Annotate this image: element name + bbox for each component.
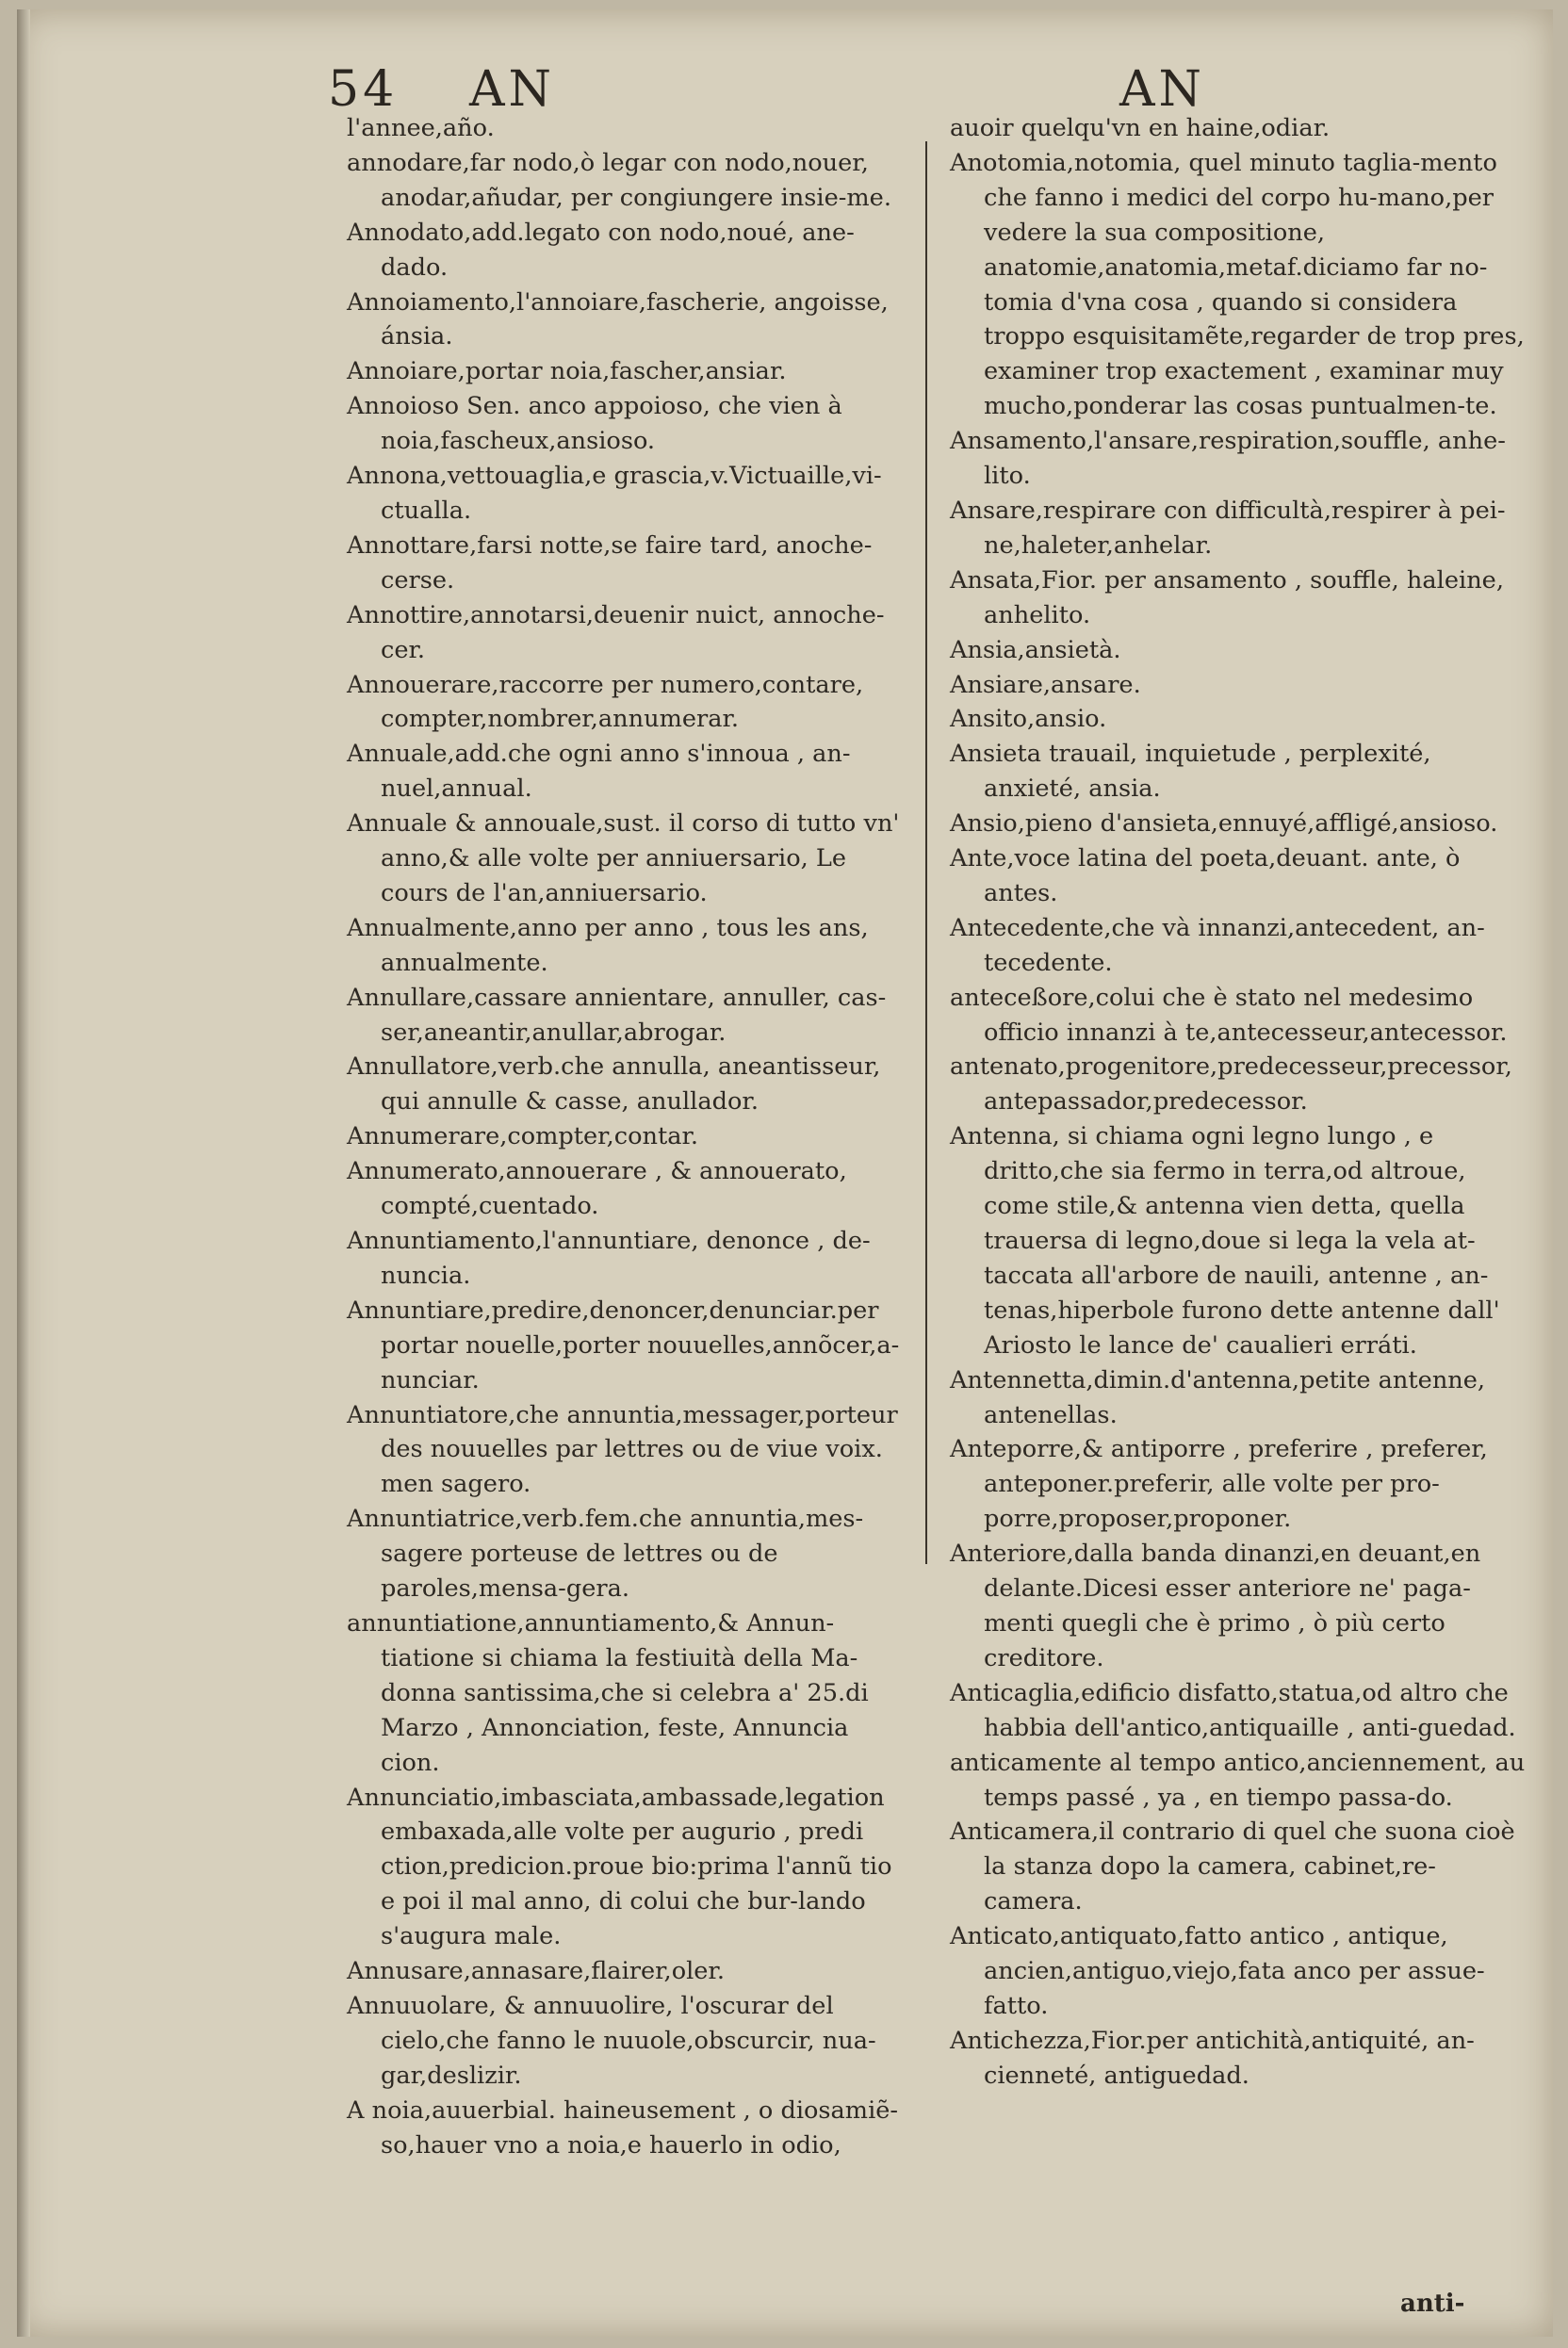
running-head-left: AN: [469, 61, 556, 118]
dictionary-entry: l'annee,año.: [347, 114, 495, 142]
dictionary-entry: Annodato,add.legato con nodo,noué, ane-dado.: [347, 218, 855, 282]
dictionary-entry: Annoiamento,l'annoiare,fascherie, angoisse, ánsia.: [347, 287, 889, 351]
dictionary-entry: Annottare,farsi notte,se faire tard, anoche-cerse.: [347, 530, 873, 595]
dictionary-entry: Annouerare,raccorre per numero,contare, compter,nombrer,annumerar.: [347, 670, 864, 734]
dictionary-entry: antenato,progenitore,predecesseur,precessor, antepassador,predecessor.: [950, 1052, 1512, 1117]
right-column: [950, 111, 1527, 2094]
dictionary-entry: Annuuolare, & annuuolire, l'oscurar del cielo,che fanno le nuuole,obscurcir, nua-gar,deslizir.: [347, 1991, 876, 2090]
dictionary-entry: Ante,voce latina del poeta,deuant. ante, ò antes.: [950, 844, 1461, 907]
dictionary-entry: Ansio,pieno d'ansieta,ennuyé,affligé,ansioso.: [950, 809, 1498, 839]
dictionary-entry: Antennetta,dimin.d'antenna,petite antenne, antenellas.: [950, 1365, 1486, 1429]
column-rule: [925, 141, 927, 1564]
dictionary-entry: Annuntiamento,l'annuntiare, denonce , de-nuncia.: [347, 1227, 871, 1290]
dictionary-entry: Annuntiatore,che annuntia,messager,porteur des nouuelles par lettres ou de viue voix. men sagero.: [347, 1400, 898, 1499]
dictionary-entry: Anticato,antiquato,fatto antico , antique, ancien,antiguo,viejo,fata anco per assue-fatto.: [950, 1922, 1485, 2020]
dictionary-entry: Ansia,ansietà.: [950, 635, 1121, 664]
dictionary-entry: annodare,far nodo,ò legar con nodo,nouer, anodar,añudar, per congiungere insie-me.: [347, 148, 891, 212]
dictionary-entry: auoir quelqu'vn en haine,odiar.: [950, 114, 1331, 142]
dictionary-entry: Annuntiatrice,verb.fem.che annuntia,mes-sagere porteuse de lettres ou de paroles,mensa-gera.: [347, 1505, 864, 1604]
dictionary-entry: Ansiare,ansare.: [950, 670, 1141, 699]
dictionary-entry: annuntiatione,annuntiamento,& Annun-tiatione si chiama la festiuità della Ma-donna santissima,che si celebra a' 25.di Marzo , Annonciation, feste, Annuncia cion.: [347, 1608, 869, 1777]
page-number: 54: [328, 61, 399, 118]
dictionary-entry: Ansamento,l'ansare,respiration,souffle, anhe-lito.: [950, 427, 1506, 491]
dictionary-entry: Annumerato,annouerare , & annouerato, compté,cuentado.: [347, 1157, 847, 1221]
dictionary-entry: Anticaglia,edificio disfatto,statua,od altro che habbia dell'antico,antiquaille , anti-guedad.: [950, 1678, 1516, 1742]
dictionary-entry: Ansata,Fior. per ansamento , souffle, haleine, anhelito.: [950, 565, 1504, 629]
dictionary-entry: Anotomia,notomia, quel minuto taglia-mento che fanno i medici del corpo hu-mano,per vedere la sua compositione, anatomie,anatomia,metaf.diciamo far no-tomia d'vna cosa , quando si considera troppo esquisitamẽte,regarder de trop pres, examiner trop exactement , examinar muy mucho,ponderar las cosas puntualmen-te.: [950, 148, 1525, 421]
dictionary-entry: Annona,vettouaglia,e grascia,v.Victuaille,vi-ctualla.: [347, 462, 882, 525]
book-spine-shadow: [17, 9, 30, 2337]
dictionary-entry: Annoioso Sen. anco appoioso, che vien à noia,fascheux,ansioso.: [347, 392, 842, 456]
dictionary-entry: Annuale,add.che ogni anno s'innoua , an-nuel,annual.: [347, 740, 851, 804]
dictionary-entry: Ansare,respirare con difficultà,respirer à pei-ne,haleter,anhelar.: [950, 496, 1506, 560]
dictionary-entry: Annumerare,compter,contar.: [347, 1122, 699, 1151]
dictionary-entry: Antenna, si chiama ogni legno lungo , e dritto,che sia fermo in terra,od altroue, come stile,& antenna vien detta, quella trauersa di legno,doue si lega la vela at-taccata all'arbore de nauili, antenne , an-tenas,hiperbole furono dette antenne dall' Ariosto le lance de' caualieri erráti.: [950, 1122, 1500, 1360]
dictionary-entry: A noia,auuerbial. haineusement , o diosamiẽ-so,hauer vno a noia,e hauerlo in odio,: [347, 2095, 899, 2160]
dictionary-entry: Antichezza,Fior.per antichità,antiquité, an-cienneté, antiguedad.: [950, 2026, 1475, 2090]
dictionary-entry: Annualmente,anno per anno , tous les ans, annualmente.: [347, 913, 869, 977]
dictionary-entry: anteceßore,colui che è stato nel medesimo officio innanzi à te,antecesseur,antecessor.: [950, 983, 1508, 1047]
left-column: [347, 111, 910, 2162]
dictionary-entry: Annullare,cassare annientare, annuller, cas-ser,aneantir,anullar,abrogar.: [347, 983, 887, 1047]
dictionary-entry: Anteriore,dalla banda dinanzi,en deuant,en delante.Dicesi esser anteriore ne' paga-menti quegli che è primo , ò più certo creditore.: [950, 1540, 1481, 1672]
dictionary-entry: Annuntiare,predire,denoncer,denunciar.per portar nouelle,porter nouuelles,annõcer,a-nunciar.: [347, 1296, 900, 1394]
running-head-right: AN: [1119, 61, 1206, 118]
dictionary-entry: Antecedente,che và innanzi,antecedent, an-tecedente.: [950, 913, 1485, 977]
dictionary-entry: Ansieta trauail, inquietude , perplexité, anxieté, ansia.: [950, 740, 1431, 804]
dictionary-entry: Annunciatio,imbasciata,ambassade,legation embaxada,alle volte per augurio , predi ction,predicion.proue bio:prima l'annũ tio e poi il mal anno, di colui che bur-lando s'augura male.: [347, 1783, 892, 1951]
dictionary-entry: Ansito,ansio.: [950, 705, 1107, 734]
dictionary-entry: Anticamera,il contrario di quel che suona cioè la stanza dopo la camera, cabinet,re-camera.: [950, 1818, 1515, 1916]
dictionary-entry: Annottire,annotarsi,deuenir nuict, annoche-cer.: [347, 600, 885, 664]
dictionary-entry: Annusare,annasare,flairer,oler.: [347, 1957, 725, 1986]
dictionary-entry: Annullatore,verb.che annulla, aneantisseur, qui annulle & casse, anullador.: [347, 1052, 881, 1117]
dictionary-entry: Annoiare,portar noia,fascher,ansiar.: [347, 357, 787, 386]
catchword: anti-: [1400, 2290, 1465, 2318]
dictionary-entry: anticamente al tempo antico,anciennement, au temps passé , ya , en tiempo passa-do.: [950, 1748, 1526, 1812]
dictionary-entry: Annuale & annouale,sust. il corso di tutto vn' anno,& alle volte per anniuersario, Le cours de l'an,anniuersario.: [347, 809, 900, 907]
page: [17, 9, 1553, 2337]
dictionary-entry: Anteporre,& antiporre , preferire , preferer, anteponer.preferir, alle volte per pro-porre,proposer,proponer.: [950, 1435, 1488, 1534]
